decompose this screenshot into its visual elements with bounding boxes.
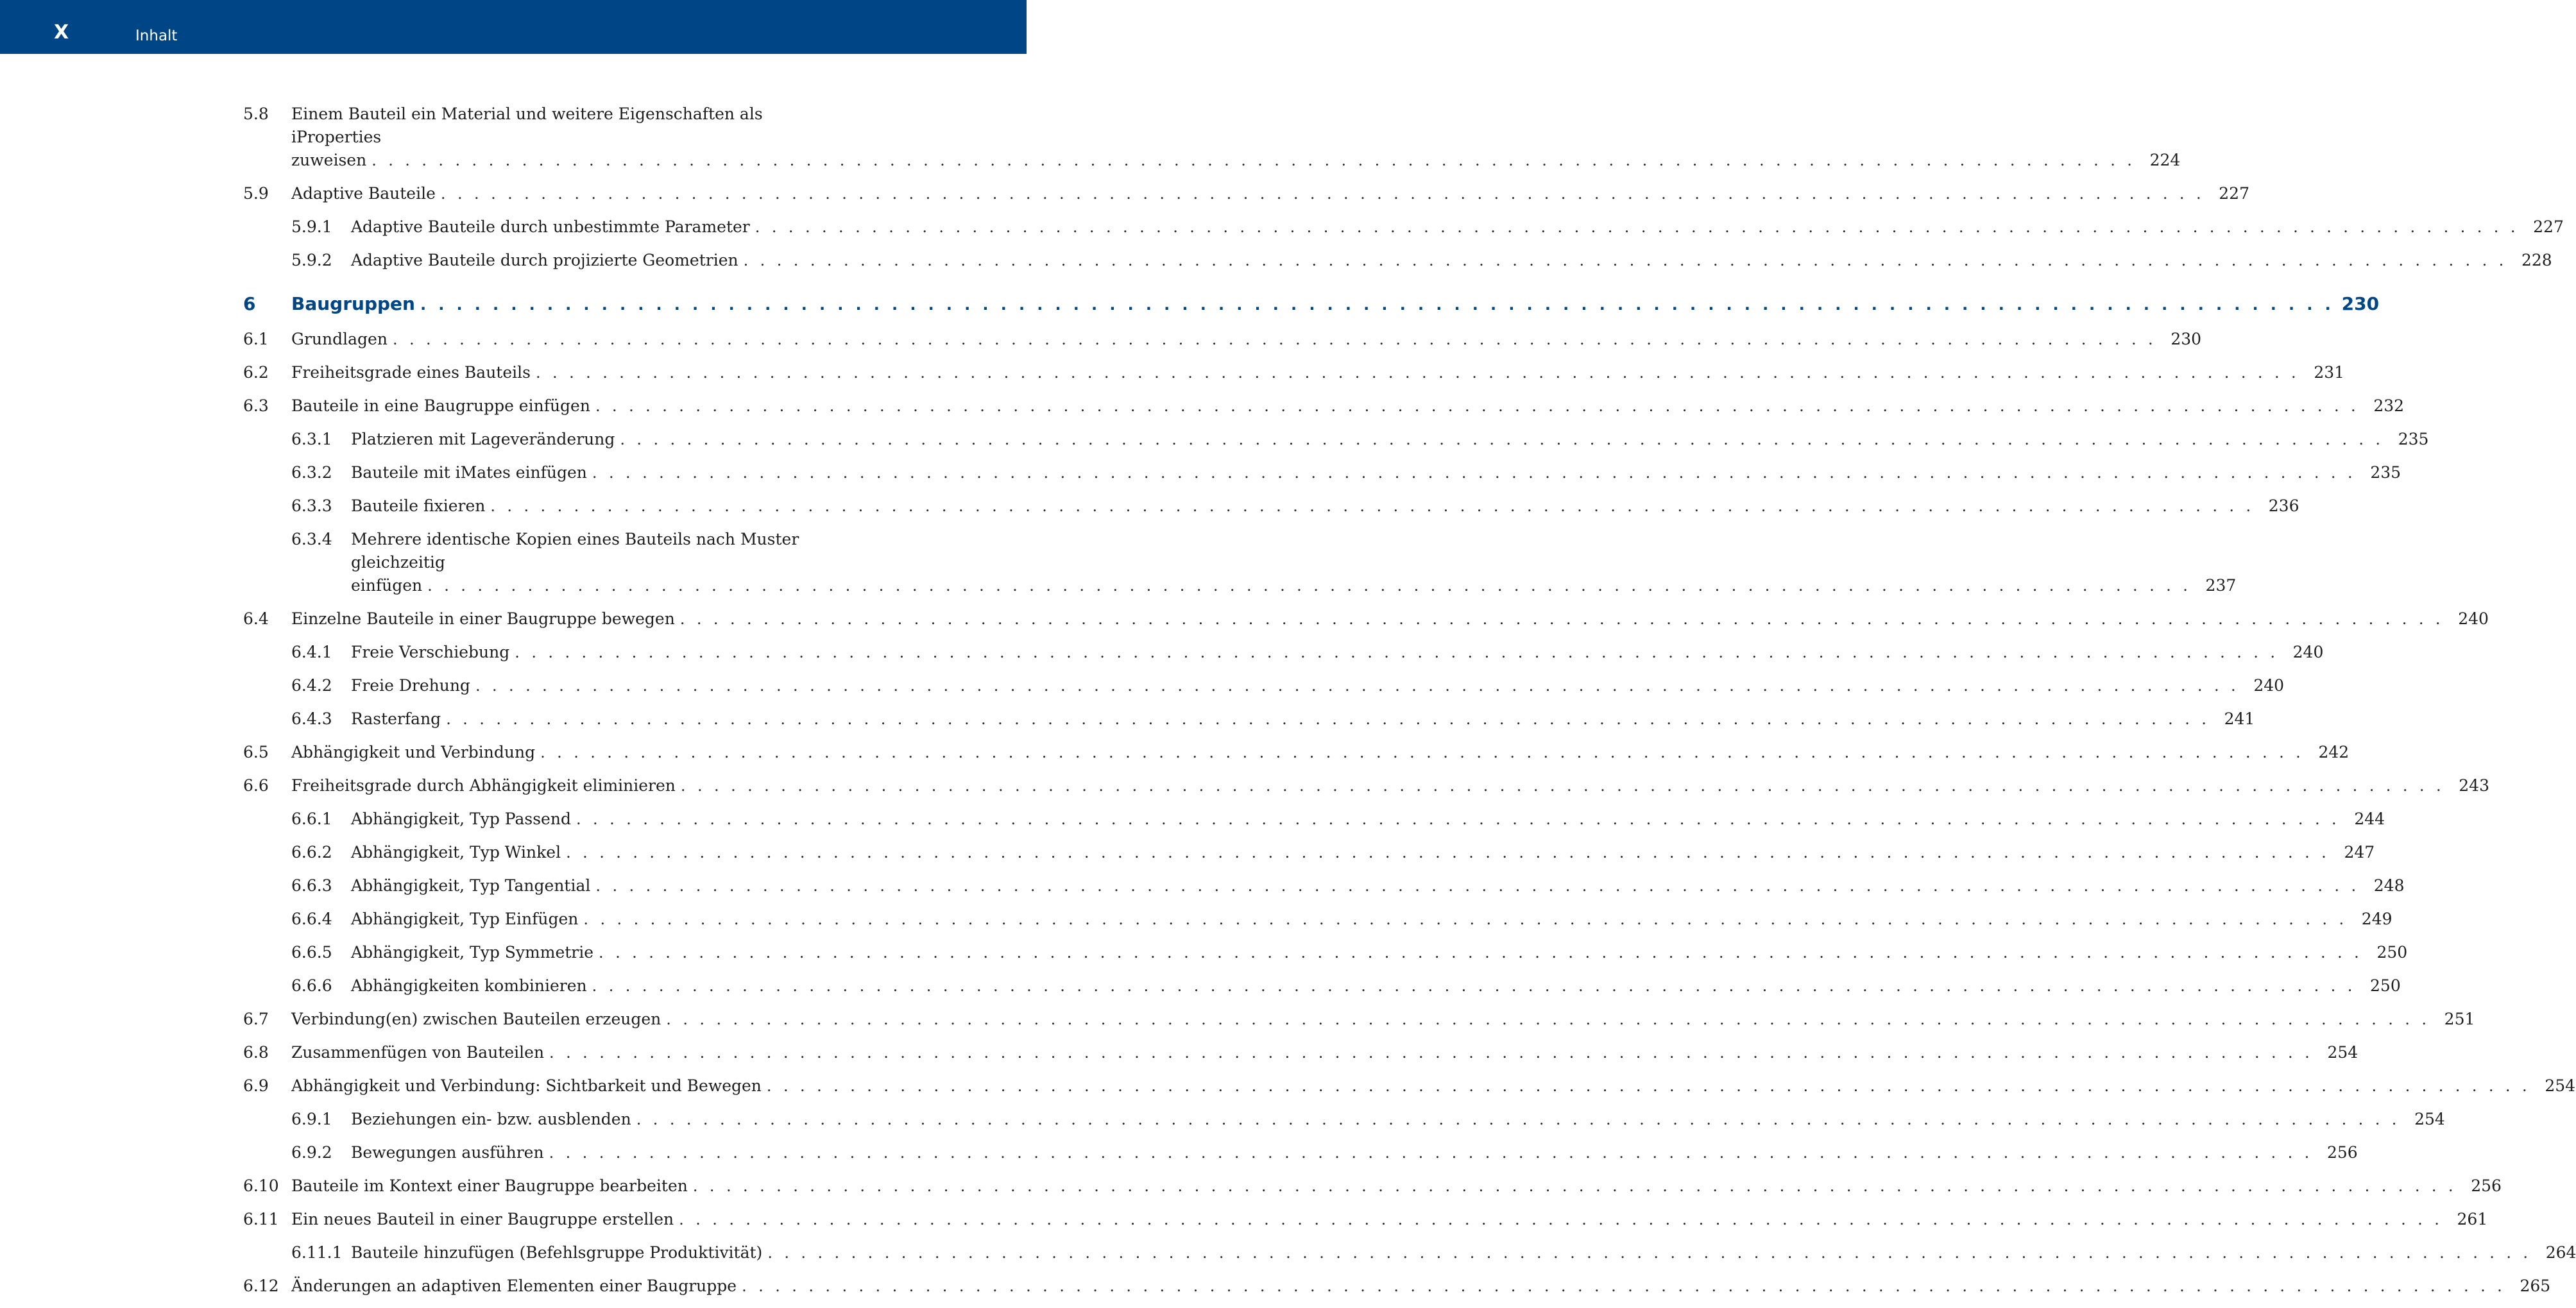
- toc-entry-page: 256: [2471, 1176, 2502, 1195]
- toc-entry-number: 6: [243, 293, 256, 314]
- toc-entry-page: 227: [2533, 217, 2564, 236]
- toc-entry-page: 230: [2341, 293, 2380, 314]
- dot-leader: . . . . . . . . . . . . . . . . . . . . . . . . . . . . . . . . . . . . . . . . . . . . . . . . . . . . . . . . . . . . . . . . . . . . . . . . . . . . . . . . . . . . . . . . . . . . . . . . . . . . . . . . . .: [371, 151, 2136, 169]
- toc-entry-title: Adaptive Bauteile: [291, 184, 436, 203]
- dot-leader: . . . . . . . . . . . . . . . . . . . . . . . . . . . . . . . . . . . . . . . . . . . . . . . . . . . . . . . . . . . . . . . . . . . . . . . . . . . . . . . . . . . . . . . . . . . . . . . . . . . . . . . . . .: [535, 364, 2300, 382]
- toc-entry-number: 6.3.1: [291, 430, 332, 448]
- toc-entry-page: 232: [2373, 396, 2405, 415]
- toc-entry-number: 6.11: [243, 1210, 279, 1228]
- toc-entry: [243, 841, 2375, 864]
- toc-entry: [243, 1008, 2475, 1031]
- dot-leader: . . . . . . . . . . . . . . . . . . . . . . . . . . . . . . . . . . . . . . . . . . . . . . . . . . . . . . . . . . . . . . . . . . . . . . . . . . . . . . . . . . . . . . . . . . . . . . . . . . . . . . . . . .: [767, 1244, 2532, 1262]
- toc-entry-title: Rasterfang: [351, 709, 441, 728]
- toc-entry-title: Bauteile fixieren: [351, 497, 486, 515]
- toc-entry-number: 5.9: [243, 184, 269, 203]
- dot-leader: . . . . . . . . . . . . . . . . . . . . . . . . . . . . . . . . . . . . . . . . . . . . . . . . . . . . . . . . . . . . . . . . . . . . . . . . . . . . . . . . . . . . . . . . . . . . . . . . . . . . . . . . . .: [742, 1277, 2506, 1295]
- toc-entry-number: 6.3: [243, 396, 269, 415]
- toc-entry-page: 240: [2292, 643, 2324, 661]
- toc-entry-number: 6.5: [243, 743, 269, 761]
- dot-leader: . . . . . . . . . . . . . . . . . . . . . . . . . . . . . . . . . . . . . . . . . . . . . . . . . . . . . . . . . . . . . . . . . . . . . . . . . . . . . . . . . . . . . . . . . . . . . . . . . . . . . . . . . .: [680, 777, 2444, 795]
- toc-entry-number: 5.9.2: [291, 251, 332, 269]
- toc-entry-number: 6.12: [243, 1277, 279, 1295]
- toc-entry: [243, 428, 2429, 451]
- dot-leader: . . . . . . . . . . . . . . . . . . . . . . . . . . . . . . . . . . . . . . . . . . . . . . . . . . . . . . . . . . . . . . . . . . . . . . . . . . . . . . . . . . . . . . . . . . . . . . . . . . . . . . . . . .: [549, 1144, 2313, 1162]
- toc-entry-title: Freiheitsgrade eines Bauteils: [291, 363, 531, 382]
- toc-entry: [243, 874, 2405, 897]
- toc-entry: [243, 461, 2401, 484]
- dot-leader: . . . . . . . . . . . . . . . . . . . . . . . . . . . . . . . . . . . . . . . . . . . . . . . . . . . . . . . . . . . . . . . . . . . . . . . . . . . . . . . . . . . . . . . . . . . . . . . . . . . . . . . . . .: [420, 296, 2335, 314]
- toc-entry-title: Bauteile in eine Baugruppe einfügen: [291, 396, 590, 415]
- toc-entry-title: Änderungen an adaptiven Elementen einer Baugruppe: [291, 1277, 737, 1295]
- toc-entry-page: 254: [2327, 1043, 2358, 1062]
- toc-entry-title: Adaptive Bauteile durch projizierte Geometrien: [351, 251, 738, 269]
- toc-entry: [243, 1275, 2551, 1298]
- toc-entry-page: 261: [2457, 1210, 2488, 1228]
- toc-entry-page: 254: [2545, 1076, 2576, 1095]
- toc-entry-title: Abhängigkeit und Verbindung: Sichtbarkeit und Bewegen: [291, 1076, 762, 1095]
- dot-leader: . . . . . . . . . . . . . . . . . . . . . . . . . . . . . . . . . . . . . . . . . . . . . . . . . . . . . . . . . . . . . . . . . . . . . . . . . . . . . . . . . . . . . . . . . . . . . . . . . . . . . . . . . .: [679, 1210, 2443, 1228]
- toc-entry: [243, 908, 2393, 931]
- dot-leader: . . . . . . . . . . . . . . . . . . . . . . . . . . . . . . . . . . . . . . . . . . . . . . . . . . . . . . . . . . . . . . . . . . . . . . . . . . . . . . . . . . . . . . . . . . . . . . . . . . . . . . . . . .: [595, 877, 2360, 895]
- toc-entry-number: 6.6: [243, 776, 269, 795]
- toc-entry: [243, 674, 2285, 697]
- toc-entry: [243, 395, 2405, 418]
- dot-leader: . . . . . . . . . . . . . . . . . . . . . . . . . . . . . . . . . . . . . . . . . . . . . . . . . . . . . . . . . . . . . . . . . . . . . . . . . . . . . . . . . . . . . . . . . . . . . . . . . . . . . . . . . .: [692, 1177, 2457, 1195]
- toc-entry: [243, 1241, 2576, 1264]
- dot-leader: . . . . . . . . . . . . . . . . . . . . . . . . . . . . . . . . . . . . . . . . . . . . . . . . . . . . . . . . . . . . . . . . . . . . . . . . . . . . . . . . . . . . . . . . . . . . . . . . . . . . . . . . . .: [743, 251, 2507, 269]
- dot-leader: . . . . . . . . . . . . . . . . . . . . . . . . . . . . . . . . . . . . . . . . . . . . . . . . . . . . . . . . . . . . . . . . . . . . . . . . . . . . . . . . . . . . . . . . . . . . . . . . . . . . . . . . . .: [427, 577, 2192, 595]
- toc-entry-number: 6.4.3: [291, 709, 332, 728]
- toc-entry: [243, 495, 2299, 518]
- toc-entry-page: 254: [2414, 1110, 2445, 1128]
- toc-entry: [243, 249, 2552, 272]
- toc-entry-title: Zusammenfügen von Bauteilen: [291, 1043, 545, 1062]
- page-number: X: [54, 21, 69, 44]
- toc-entry-title: Abhängigkeit, Typ Winkel: [351, 843, 561, 862]
- toc-entry: [243, 641, 2324, 664]
- toc-entry-number: 6.6.1: [291, 810, 332, 828]
- toc-entry-page: 241: [2224, 709, 2255, 728]
- toc-entry: [243, 974, 2401, 998]
- dot-leader: . . . . . . . . . . . . . . . . . . . . . . . . . . . . . . . . . . . . . . . . . . . . . . . . . . . . . . . . . . . . . . . . . . . . . . . . . . . . . . . . . . . . . . . . . . . . . . . . . . . . . . . . . .: [755, 218, 2519, 236]
- toc-entry-number: 6.10: [243, 1176, 279, 1195]
- dot-leader: . . . . . . . . . . . . . . . . . . . . . . . . . . . . . . . . . . . . . . . . . . . . . . . . . . . . . . . . . . . . . . . . . . . . . . . . . . . . . . . . . . . . . . . . . . . . . . . . . . . . . . . . . .: [666, 1010, 2430, 1028]
- toc-entry-number: 6.9: [243, 1076, 269, 1095]
- toc-entry: [243, 607, 2489, 631]
- toc-entry-page: 240: [2253, 676, 2285, 695]
- toc-entry-title: einfügen: [351, 576, 423, 595]
- toc-entry-page: 236: [2268, 497, 2299, 515]
- toc-entry-number: 6.9.1: [291, 1110, 332, 1128]
- toc-entry-title: Abhängigkeit, Typ Passend: [351, 810, 571, 828]
- dot-leader: . . . . . . . . . . . . . . . . . . . . . . . . . . . . . . . . . . . . . . . . . . . . . . . . . . . . . . . . . . . . . . . . . . . . . . . . . . . . . . . . . . . . . . . . . . . . . . . . . . . . . . . . . .: [566, 844, 2330, 862]
- toc-entry: [243, 1208, 2488, 1231]
- toc-entry-number: 6.4.1: [291, 643, 332, 661]
- toc-entry-title: Abhängigkeit, Typ Einfügen: [351, 910, 579, 928]
- toc-entry-title: Abhängigkeit, Typ Symmetrie: [351, 943, 594, 962]
- toc-entry: [243, 182, 2249, 205]
- toc-entry-page: 264: [2545, 1243, 2576, 1262]
- dot-leader: . . . . . . . . . . . . . . . . . . . . . . . . . . . . . . . . . . . . . . . . . . . . . . . . . . . . . . . . . . . . . . . . . . . . . . . . . . . . . . . . . . . . . . . . . . . . . . . . . . . . . . . . . .: [636, 1110, 2400, 1128]
- toc-entry: [243, 1108, 2445, 1131]
- dot-leader: . . . . . . . . . . . . . . . . . . . . . . . . . . . . . . . . . . . . . . . . . . . . . . . . . . . . . . . . . . . . . . . . . . . . . . . . . . . . . . . . . . . . . . . . . . . . . . . . . . . . . . . . . .: [592, 977, 2356, 995]
- toc-entry-number: 6.8: [243, 1043, 269, 1062]
- toc-entry: [243, 708, 2255, 731]
- toc-entry: [243, 103, 2181, 172]
- toc-entry: [243, 1175, 2502, 1198]
- dot-leader: . . . . . . . . . . . . . . . . . . . . . . . . . . . . . . . . . . . . . . . . . . . . . . . . . . . . . . . . . . . . . . . . . . . . . . . . . . . . . . . . . . . . . . . . . . . . . . . . . . . . . . . . . .: [679, 610, 2444, 628]
- toc-entry: [243, 1041, 2358, 1064]
- toc-entry: [243, 1074, 2576, 1098]
- toc-entry: [243, 741, 2350, 764]
- toc-entry-page: 237: [2205, 576, 2237, 595]
- dot-leader: . . . . . . . . . . . . . . . . . . . . . . . . . . . . . . . . . . . . . . . . . . . . . . . . . . . . . . . . . . . . . . . . . . . . . . . . . . . . . . . . . . . . . . . . . . . . . . . . . . . . . . . . . .: [599, 944, 2363, 962]
- toc-entry-page: 231: [2314, 363, 2345, 382]
- dot-leader: . . . . . . . . . . . . . . . . . . . . . . . . . . . . . . . . . . . . . . . . . . . . . . . . . . . . . . . . . . . . . . . . . . . . . . . . . . . . . . . . . . . . . . . . . . . . . . . . . . . . . . . . . .: [515, 643, 2279, 661]
- toc-entry: [243, 328, 2202, 351]
- toc-entry-title: Bewegungen ausführen: [351, 1143, 544, 1162]
- dot-leader: . . . . . . . . . . . . . . . . . . . . . . . . . . . . . . . . . . . . . . . . . . . . . . . . . . . . . . . . . . . . . . . . . . . . . . . . . . . . . . . . . . . . . . . . . . . . . . . . . . . . . . . . . .: [583, 910, 2348, 928]
- toc-entry-number: 6.4: [243, 609, 269, 628]
- dot-leader: . . . . . . . . . . . . . . . . . . . . . . . . . . . . . . . . . . . . . . . . . . . . . . . . . . . . . . . . . . . . . . . . . . . . . . . . . . . . . . . . . . . . . . . . . . . . . . . . . . . . . . . . . .: [766, 1077, 2531, 1095]
- toc-entry-number: 6.3.2: [291, 463, 332, 482]
- toc-entry-page: 250: [2370, 976, 2401, 995]
- toc-entry-page: 227: [2219, 184, 2249, 203]
- toc-entry-number: 6.1: [243, 330, 269, 348]
- dot-leader: . . . . . . . . . . . . . . . . . . . . . . . . . . . . . . . . . . . . . . . . . . . . . . . . . . . . . . . . . . . . . . . . . . . . . . . . . . . . . . . . . . . . . . . . . . . . . . . . . . . . . . . . . .: [592, 464, 2357, 482]
- toc-entry: [243, 941, 2408, 964]
- toc-entry-page: 247: [2344, 843, 2375, 862]
- page-header: [0, 0, 1027, 54]
- toc-entry: [243, 1141, 2358, 1164]
- toc-entry-title-line: Mehrere identische Kopien eines Bauteils nach Muster gleichzeitig: [351, 530, 799, 572]
- dot-leader: . . . . . . . . . . . . . . . . . . . . . . . . . . . . . . . . . . . . . . . . . . . . . . . . . . . . . . . . . . . . . . . . . . . . . . . . . . . . . . . . . . . . . . . . . . . . . . . . . . . . . . . . . .: [440, 185, 2205, 203]
- toc-entry-title: Verbindung(en) zwischen Bauteilen erzeugen: [291, 1010, 661, 1028]
- toc-entry-page: 240: [2458, 609, 2489, 628]
- toc-entry-title: Abhängigkeiten kombinieren: [351, 976, 587, 995]
- toc-entry-page: 224: [2149, 151, 2181, 169]
- dot-leader: . . . . . . . . . . . . . . . . . . . . . . . . . . . . . . . . . . . . . . . . . . . . . . . . . . . . . . . . . . . . . . . . . . . . . . . . . . . . . . . . . . . . . . . . . . . . . . . . . . . . . . . . . .: [392, 330, 2157, 348]
- toc-entry-number: 6.11.1: [291, 1243, 343, 1262]
- toc-entry-page: 250: [2376, 943, 2408, 962]
- toc-entry-number: 6.3.4: [291, 530, 332, 548]
- toc-entry: [243, 774, 2489, 797]
- toc-entry-page: 248: [2373, 876, 2405, 895]
- toc-entry-number: 6.6.3: [291, 876, 332, 895]
- toc-entry-page: 265: [2520, 1277, 2551, 1295]
- toc-entry-page: 256: [2326, 1143, 2358, 1162]
- toc-entry-title: Baugruppen: [291, 293, 415, 314]
- toc-entry-title: Freie Verschiebung: [351, 643, 510, 661]
- toc-entry-title: zuweisen: [291, 151, 367, 169]
- toc-entry: [243, 216, 2564, 239]
- toc-entry-page: 228: [2521, 251, 2552, 269]
- dot-leader: . . . . . . . . . . . . . . . . . . . . . . . . . . . . . . . . . . . . . . . . . . . . . . . . . . . . . . . . . . . . . . . . . . . . . . . . . . . . . . . . . . . . . . . . . . . . . . . . . . . . . . . . . .: [576, 810, 2341, 828]
- toc-entry-number: 6.7: [243, 1010, 269, 1028]
- toc-entry-number: 6.3.3: [291, 497, 332, 515]
- toc-entry-page: 242: [2318, 743, 2350, 761]
- toc-entry-title: Abhängigkeit, Typ Tangential: [351, 876, 591, 895]
- toc-entry-title: Bauteile mit iMates einfügen: [351, 463, 587, 482]
- toc-entry-page: 230: [2171, 330, 2202, 348]
- section-title: Inhalt: [135, 28, 178, 44]
- dot-leader: . . . . . . . . . . . . . . . . . . . . . . . . . . . . . . . . . . . . . . . . . . . . . . . . . . . . . . . . . . . . . . . . . . . . . . . . . . . . . . . . . . . . . . . . . . . . . . . . . . . . . . . . . .: [490, 497, 2255, 515]
- toc-entry-number: 6.6.2: [291, 843, 332, 862]
- toc-entry-title-line: Einem Bauteil ein Material und weitere Eigenschaften als iProperties: [291, 105, 763, 146]
- toc-entry-number: 5.9.1: [291, 217, 332, 236]
- toc-chapter-entry: [243, 291, 2380, 318]
- toc-entry-title: Adaptive Bauteile durch unbestimmte Parameter: [351, 217, 750, 236]
- toc-entry-number: 6.6.4: [291, 910, 332, 928]
- table-of-contents: [243, 103, 2576, 1308]
- dot-leader: . . . . . . . . . . . . . . . . . . . . . . . . . . . . . . . . . . . . . . . . . . . . . . . . . . . . . . . . . . . . . . . . . . . . . . . . . . . . . . . . . . . . . . . . . . . . . . . . . . . . . . . . . .: [475, 677, 2240, 695]
- toc-entry-title: Freie Drehung: [351, 676, 470, 695]
- dot-leader: . . . . . . . . . . . . . . . . . . . . . . . . . . . . . . . . . . . . . . . . . . . . . . . . . . . . . . . . . . . . . . . . . . . . . . . . . . . . . . . . . . . . . . . . . . . . . . . . . . . . . . . . . .: [620, 430, 2384, 448]
- toc-entry-number: 6.6.6: [291, 976, 332, 995]
- toc-entry-number: 6.4.2: [291, 676, 332, 695]
- toc-entry-page: 235: [2370, 463, 2401, 482]
- dot-leader: . . . . . . . . . . . . . . . . . . . . . . . . . . . . . . . . . . . . . . . . . . . . . . . . . . . . . . . . . . . . . . . . . . . . . . . . . . . . . . . . . . . . . . . . . . . . . . . . . . . . . . . . . .: [540, 743, 2305, 761]
- toc-entry-page: 243: [2459, 776, 2489, 795]
- toc-entry-number: 6.6.5: [291, 943, 332, 962]
- toc-entry-number: 6.9.2: [291, 1143, 332, 1162]
- toc-entry-title: Abhängigkeit und Verbindung: [291, 743, 536, 761]
- toc-entry-title: Grundlagen: [291, 330, 388, 348]
- toc-entry-page: 235: [2398, 430, 2429, 448]
- toc-entry-title: Bauteile im Kontext einer Baugruppe bearbeiten: [291, 1176, 688, 1195]
- toc-entry-title: Einzelne Bauteile in einer Baugruppe bewegen: [291, 609, 675, 628]
- toc-entry: [243, 528, 2237, 597]
- toc-entry-title: Beziehungen ein- bzw. ausblenden: [351, 1110, 631, 1128]
- dot-leader: . . . . . . . . . . . . . . . . . . . . . . . . . . . . . . . . . . . . . . . . . . . . . . . . . . . . . . . . . . . . . . . . . . . . . . . . . . . . . . . . . . . . . . . . . . . . . . . . . . . . . . . . . .: [595, 397, 2360, 415]
- toc-entry-number: 5.8: [243, 105, 269, 123]
- toc-entry-title: Ein neues Bauteil in einer Baugruppe erstellen: [291, 1210, 674, 1228]
- toc-entry: [243, 361, 2345, 384]
- toc-entry-title: Freiheitsgrade durch Abhängigkeit eliminieren: [291, 776, 676, 795]
- toc-entry: [243, 808, 2385, 831]
- dot-leader: . . . . . . . . . . . . . . . . . . . . . . . . . . . . . . . . . . . . . . . . . . . . . . . . . . . . . . . . . . . . . . . . . . . . . . . . . . . . . . . . . . . . . . . . . . . . . . . . . . . . . . . . . .: [446, 710, 2210, 728]
- toc-entry-number: 6.2: [243, 363, 269, 382]
- toc-entry-page: 251: [2444, 1010, 2475, 1028]
- toc-entry-title: Bauteile hinzufügen (Befehlsgruppe Produktivität): [351, 1243, 763, 1262]
- toc-entry-page: 244: [2354, 810, 2385, 828]
- toc-entry-page: 249: [2361, 910, 2393, 928]
- toc-entry-title: Platzieren mit Lageveränderung: [351, 430, 615, 448]
- dot-leader: . . . . . . . . . . . . . . . . . . . . . . . . . . . . . . . . . . . . . . . . . . . . . . . . . . . . . . . . . . . . . . . . . . . . . . . . . . . . . . . . . . . . . . . . . . . . . . . . . . . . . . . . . .: [549, 1044, 2314, 1062]
